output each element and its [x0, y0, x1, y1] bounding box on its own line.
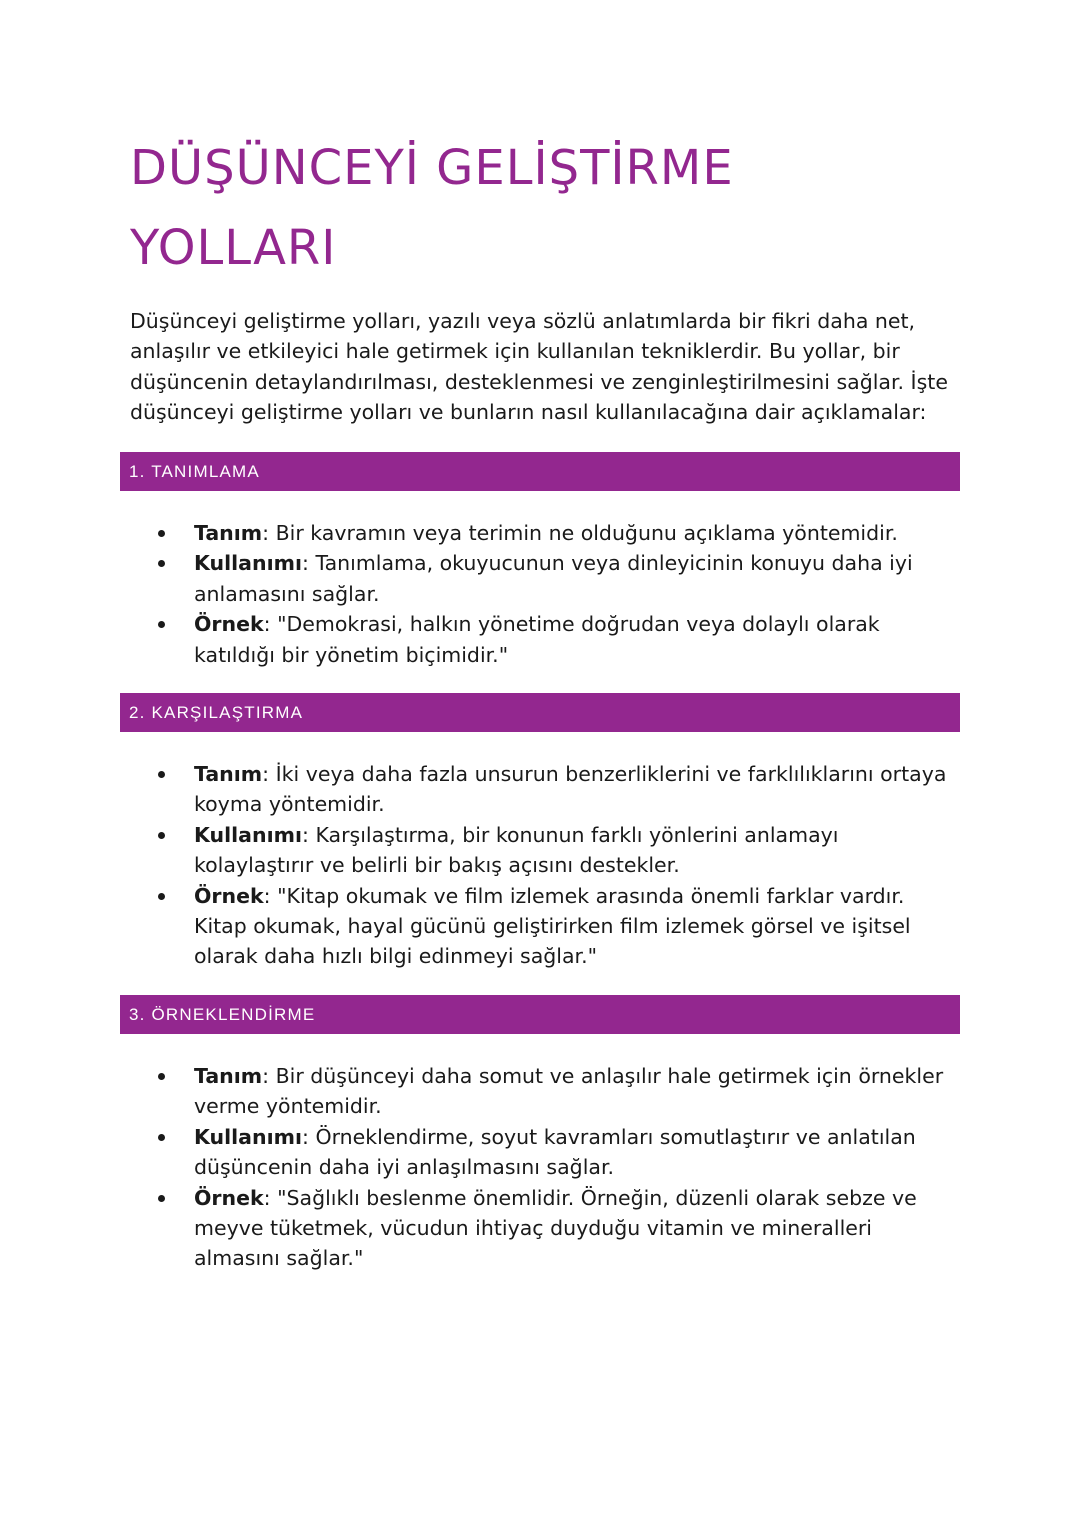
item-term: Tanım [194, 521, 263, 545]
item-term: Kullanımı [194, 1124, 303, 1149]
bullet-icon [158, 1073, 165, 1080]
page-title-line-1: DÜŞÜNCEYİ GELİŞTİRME [130, 140, 734, 196]
section-heading-orneklendirme: 3. ÖRNEKLENDİRME [120, 995, 960, 1034]
list-item [0, 548, 954, 609]
list-item [0, 881, 954, 972]
page-title-line-2: YOLLARI [130, 220, 337, 276]
section-list-karsilastirma [0, 759, 1080, 972]
list-item [0, 1183, 954, 1274]
item-text: : Tanımlama, okuyucunun veya dinleyicinin konuyu daha iyi anlamasını sağlar. [194, 551, 913, 606]
item-term: Örnek [194, 612, 264, 637]
item-term: Tanım [194, 1064, 263, 1088]
bullet-icon [158, 771, 165, 778]
item-text: : "Kitap okumak ve film izlemek arasında önemli farklar vardır. Kitap okumak, hayal gücünü geliştirirken film izlemek görsel ve işitsel olarak daha hızlı bilgi edinmeyi sağlar." [194, 883, 911, 969]
list-item [0, 518, 954, 548]
section-heading-karsilastirma: 2. KARŞILAŞTIRMA [120, 693, 960, 732]
list-item [0, 609, 954, 670]
intro-paragraph: Düşünceyi geliştirme yolları, yazılı veya sözlü anlatımlarda bir fikri daha net, anlaşılır ve etkileyici hale getirmek için kullanılan tekniklerdir. Bu yollar, bir düşüncenin detaylandırılması, desteklenmesi ve zenginleştirilmesini sağlar. İşte düşünceyi geliştirme yolları ve bunların nasıl kullanılacağına dair açıklamalar: [130, 309, 948, 425]
section-heading-tanimlama: 1. TANIMLAMA [120, 452, 960, 491]
item-term: Kullanımı [194, 822, 303, 847]
item-term: Kullanımı [194, 551, 303, 576]
section-list-orneklendirme [0, 1061, 1080, 1274]
item-text: : "Demokrasi, halkın yönetime doğrudan veya dolaylı olarak katıldığı bir yönetim biçimidir." [194, 612, 880, 667]
bullet-icon [158, 1195, 165, 1202]
item-term: Tanım [194, 762, 263, 786]
bullet-icon [158, 893, 165, 900]
list-item [0, 1061, 954, 1122]
section-list-tanimlama [0, 518, 1080, 670]
item-text: : Bir düşünceyi daha somut ve anlaşılır hale getirmek için örnekler verme yöntemidir. [194, 1064, 944, 1119]
bullet-icon [158, 1134, 165, 1141]
item-term: Örnek [194, 883, 264, 908]
item-term: Örnek [194, 1185, 264, 1210]
bullet-icon [158, 560, 165, 567]
item-text: : Örneklendirme, soyut kavramları somutlaştırır ve anlatılan düşüncenin daha iyi anlaşılmasını sağlar. [194, 1124, 916, 1180]
item-text: : İki veya daha fazla unsurun benzerliklerini ve farklılıklarını ortaya koyma yöntemidir. [194, 762, 947, 817]
list-item [0, 820, 954, 881]
item-text: : Bir kavramın veya terimin ne olduğunu açıklama yöntemidir. [262, 521, 898, 545]
list-item [0, 1122, 954, 1183]
item-text: : Karşılaştırma, bir konunun farklı yönlerini anlamayı kolaylaştırır ve belirli bir bakış açısını destekler. [194, 822, 839, 878]
bullet-icon [158, 621, 165, 628]
page-title [130, 128, 930, 288]
bullet-icon [158, 832, 165, 839]
bullet-icon [158, 530, 165, 537]
item-text: : "Sağlıklı beslenme önemlidir. Örneğin, düzenli olarak sebze ve meyve tüketmek, vücudun ihtiyaç duyduğu vitamin ve mineralleri almasını sağlar." [194, 1185, 917, 1271]
list-item [0, 759, 954, 820]
